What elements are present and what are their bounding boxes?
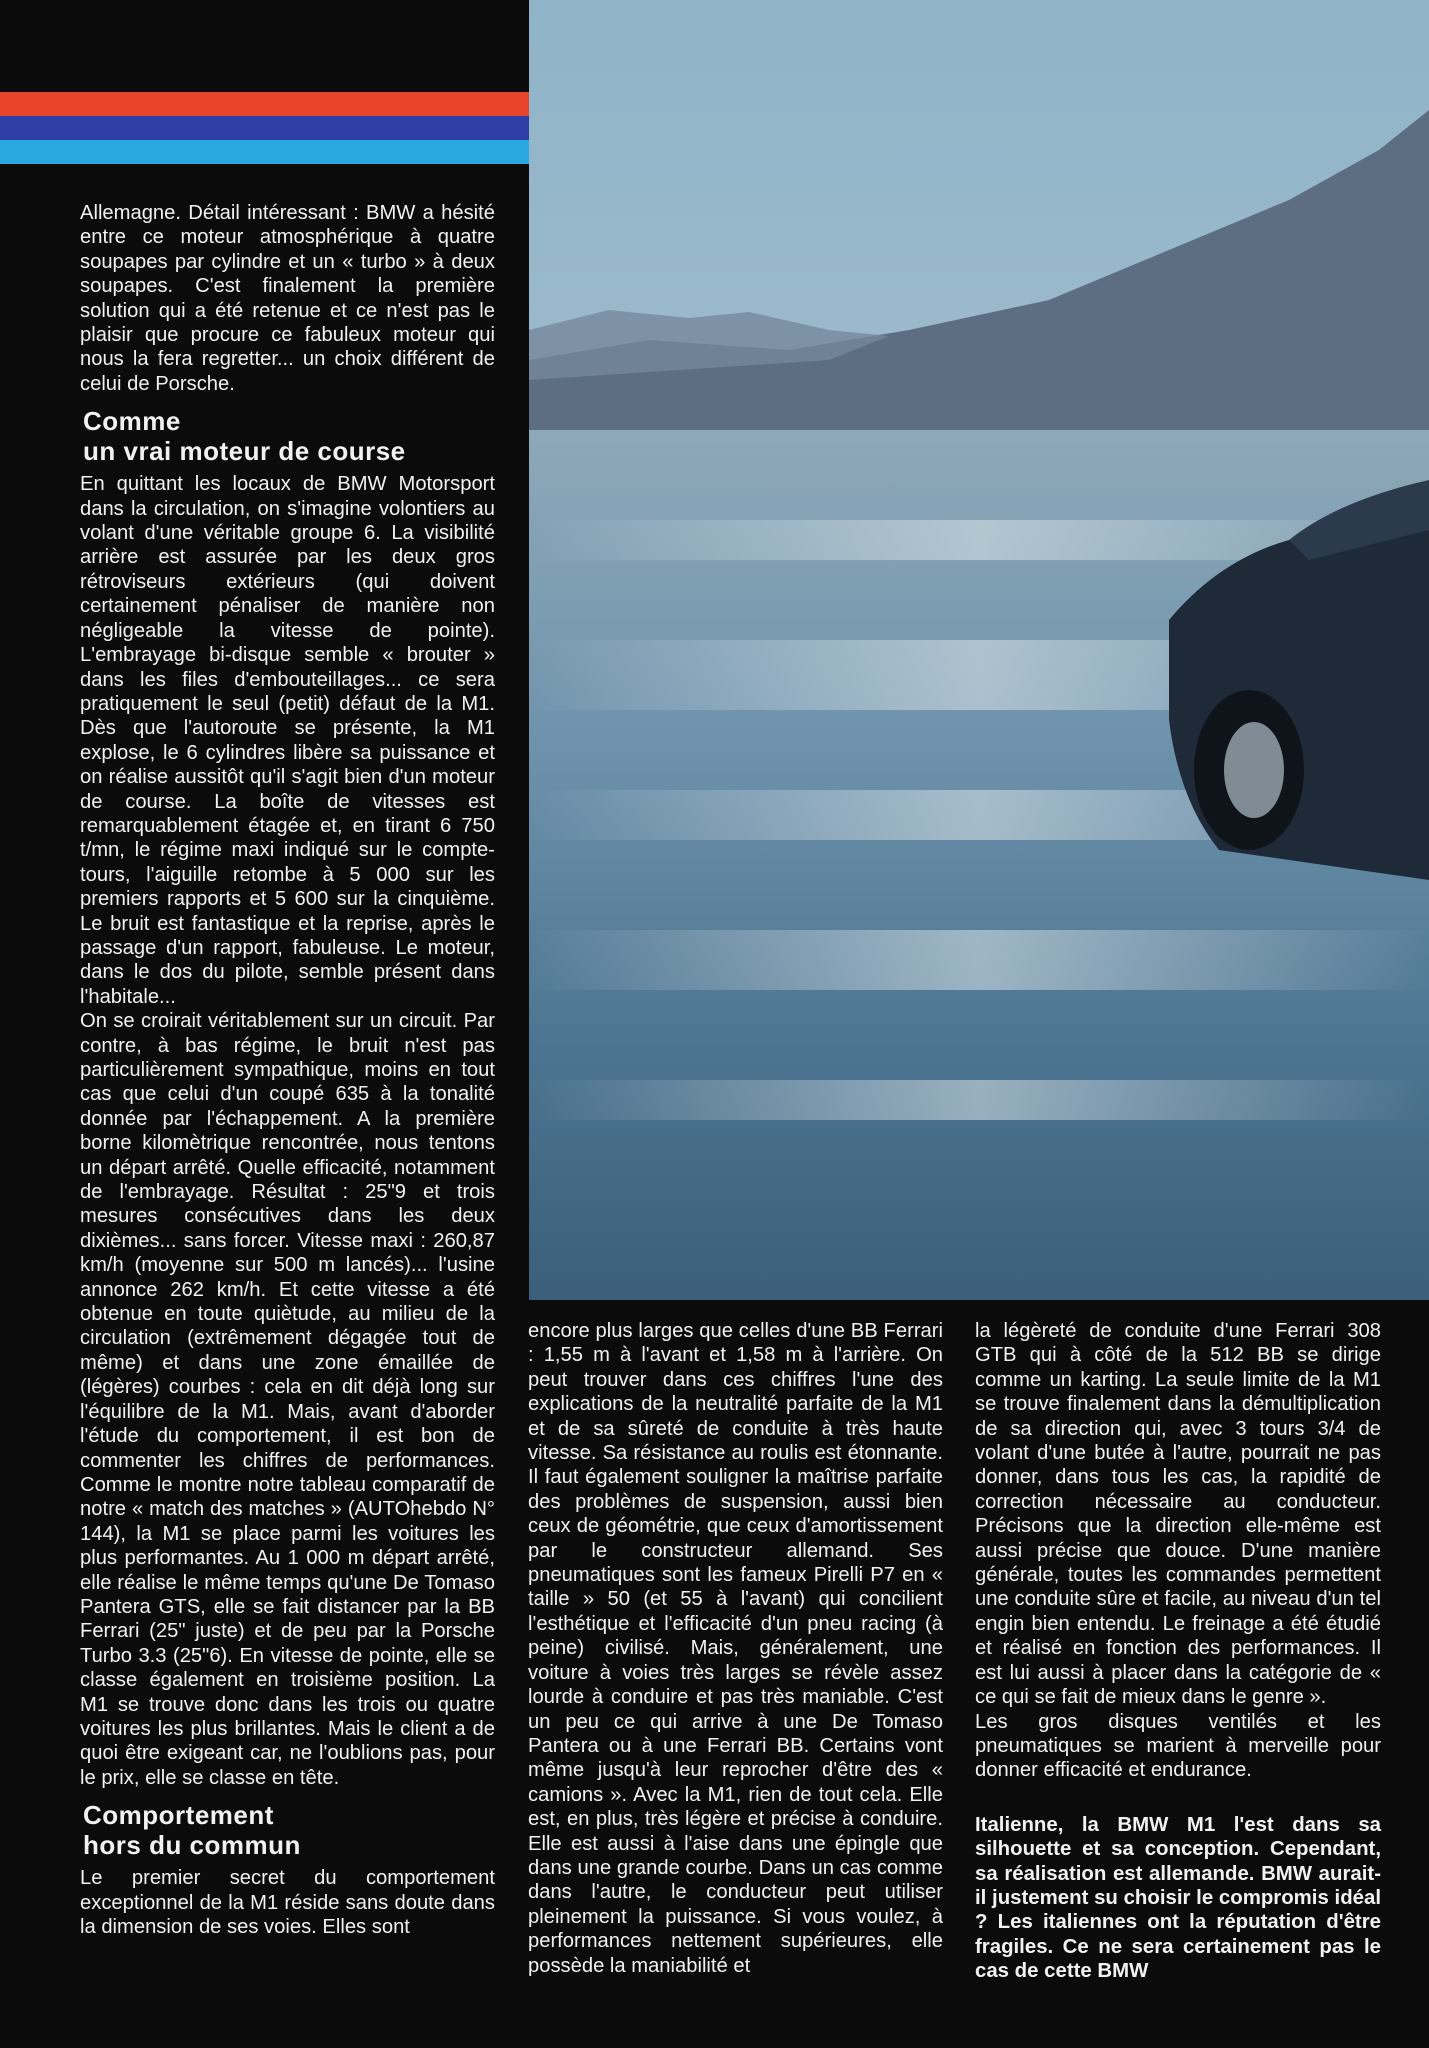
paragraph: En quittant les locaux de BMW Motorsport dans la circulation, on s'imagine volontiers au volant d'une véritable groupe 6. La visibilité arrière est assurée par les deux gros rétroviseurs extérieurs (qui doivent certainement pénaliser de manière non négligeable la vitesse de pointe). L'embrayage bi-disque semble « brouter » dans les files d'embouteillages... ce sera pratiquement le seul (petit) défaut de la M1. Dès que l'autoroute se présente, la M1 explose, le 6 cylindres libère sa puissance et on réalise aussitôt qu'il s'agit bien d'un moteur de course. La boîte de vitesses est remarquablement étagée et, en tirant 6 750 t/mn, le régime maxi indiqué sur le compte-tours, l'aiguille retombe à 5 000 sur les premiers rapports et 5 600 sur la cinquième. Le bruit est fantastique et la reprise, après le passage d'un rapport, fabuleuse. Le moteur, dans le dos du pilote, semble présent dans l'habitale...	[80, 473, 495, 1008]
stripe-light-blue	[0, 140, 529, 164]
section-heading-handling	[83, 1800, 495, 1860]
paragraph-gap	[975, 1783, 1381, 1799]
heading-line: hors du commun	[83, 1830, 301, 1861]
paragraph: la légèreté de conduite d'une Ferrari 308 GTB qui à côté de la 512 BB se dirige comme un karting. La seule limite de la M1 se trouve finalement dans la démultiplication de sa direction qui, avec 3 tours 3/4 de volant d'une butée à l'autre, pourrait ne pas donner, dans tous les cas, la rapidité de correction nécessaire au conducteur. Précisons que la direction elle-même est aussi précise que douce. D'une manière générale, toutes les commandes permettent une conduite sûre et facile, au niveau d'un tel engin bien entendu. Le freinage a été étudié et réalisé en fonction des performances. Il est lui aussi à placer dans la catégorie de « ce qui se fait de mieux dans le genre ».	[975, 1320, 1381, 1709]
right-column	[975, 1319, 1381, 1984]
heading-line: Comportement	[83, 1800, 274, 1831]
m-stripes	[0, 92, 529, 164]
section-heading-engine	[83, 406, 495, 466]
left-column	[80, 201, 495, 1939]
heading-line: un vrai moteur de course	[83, 436, 406, 467]
paragraph: Le premier secret du comportement exceptionnel de la M1 réside sans doute dans la dimension de ses voies. Elles sont	[80, 1867, 495, 1938]
heading-line: Comme	[83, 406, 181, 437]
car-on-road-photo	[529, 0, 1429, 1300]
paragraph: Les gros disques ventilés et les pneumatiques se marient à merveille pour donner efficacité et endurance.	[975, 1710, 1381, 1782]
middle-column	[528, 1319, 943, 1978]
paragraph: encore plus larges que celles d'une BB Ferrari : 1,55 m à l'avant et 1,58 m à l'arrière. On peut trouver dans ces chiffres l'une des explications de la neutralité parfaite de la M1 et de sa sûreté de conduite à très haute vitesse. Sa résistance au roulis est étonnante. Il faut également souligner la maîtrise parfaite des problèmes de suspension, aussi bien ceux de géométrie, que ceux d'amortissement par le constructeur allemand. Ses pneumatiques sont les fameux Pirelli P7 en « taille » 50 (et 55 à l'avant) qui concilient l'esthétique et l'efficacité d'un pneu racing (à peine) civilisé. Mais, généralement, une voiture à voies très larges se révèle assez lourde à conduire et pas très maniable. C'est un peu ce qui arrive à une De Tomaso Pantera ou à une Ferrari BB. Certains vont même jusqu'à leur reprocher d'être des « camions ». Avec la M1, rien de tout cela. Elle est, en plus, très légère et précise à conduire. Elle est aussi à l'aise dans une épingle que dans une grande courbe. Dans un cas comme dans l'autre, le conducteur peut utiliser pleinement la puissance. Si vous voulez, à performances nettement supérieures, elle possède la maniabilité et	[528, 1320, 943, 1977]
photo-illustration	[529, 0, 1429, 1300]
stripe-red	[0, 92, 529, 116]
paragraph: Allemagne. Détail intéressant : BMW a hésité entre ce moteur atmosphérique à quatre soupapes par cylindre et un « turbo » à deux soupapes. C'est finalement la première solution qui a été retenue et ce n'est pas le plaisir que procure ce fabuleux moteur qui nous la fera regretter... un choix différent de celui de Porsche.	[80, 202, 495, 395]
conclusion-paragraph: Italienne, la BMW M1 l'est dans sa silhouette et sa conception. Cependant, sa réalisation est allemande. BMW aurait-il justement su choisir le compromis idéal ? Les italiennes ont la réputation d'être fragiles. Ce ne sera certainement pas le cas de cette BMW	[975, 1813, 1381, 1983]
stripe-blue	[0, 116, 529, 140]
paragraph: On se croirait véritablement sur un circuit. Par contre, à bas régime, le bruit n'est pas particulièrement sympathique, moins en tout cas que celui d'un coupé 635 à la tonalité donnée par l'échappement. A la première borne kilomètrique rencontrée, nous tentons un départ arrêté. Quelle efficacité, notamment de l'embrayage. Résultat : 25"9 et trois mesures consécutives dans les deux dixièmes... sans forcer. Vitesse maxi : 260,87 km/h (moyenne sur 500 m lancés)... l'usine annonce 262 km/h. Et cette vitesse a été obtenue en toute quiètude, au milieu de la circulation (extrêmement dégagée tout de même) et dans une zone émaillée de (légères) courbes : cela en dit déjà long sur l'équilibre de la M1. Mais, avant d'aborder l'étude du comportement, il est bon de commenter les chiffres de performances. Comme le montre notre tableau comparatif de notre « match des matches » (AUTOhebdo N° 144), la M1 se place parmi les voitures les plus performantes. Au 1 000 m départ arrêté, elle réalise le même temps qu'une De Tomaso Pantera GTS, elle se fait distancer par la BB Ferrari (25" juste) et de peu par la Porsche Turbo 3.3 (25"6). En vitesse de pointe, elle se classe également en troisième position. La M1 se trouve donc dans les trois ou quatre voitures les plus brillantes. Mais le client a de quoi être exigeant car, ne l'oublions pas, pour le prix, elle se classe en tête.	[80, 1010, 495, 1789]
